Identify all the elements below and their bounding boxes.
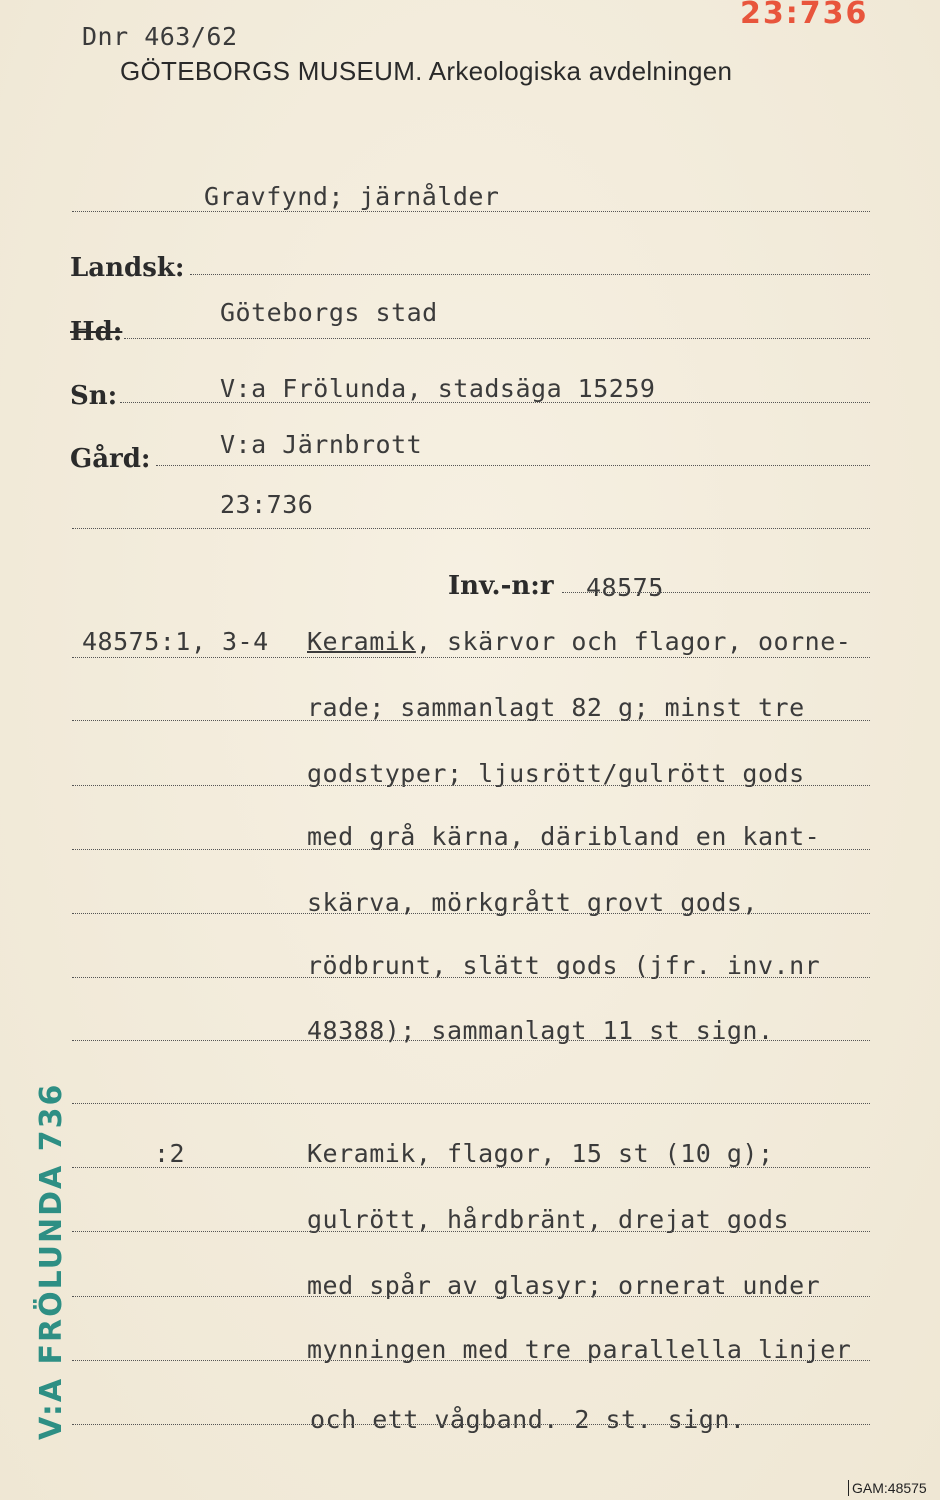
entry-line: godstyper; ljusrött/gulrött gods xyxy=(307,759,805,788)
entry-line: mynningen med tre parallella linjer xyxy=(307,1335,852,1364)
dotted-line xyxy=(120,402,870,403)
museum-title: GÖTEBORGS MUSEUM. Arkeologiska avdelningen xyxy=(120,56,733,86)
entry-line: med grå kärna, däribland en kant- xyxy=(307,822,821,851)
side-location-stamp: V:A FRÖLUNDA 736 xyxy=(34,1082,69,1440)
inventory-value: 48575 xyxy=(586,573,664,602)
dotted-line xyxy=(72,1040,870,1041)
entry-line: skärva, mörkgrått grovt gods, xyxy=(307,888,758,917)
sn-value: V:a Frölunda, stadsäga 15259 xyxy=(220,374,656,403)
dotted-line xyxy=(124,338,870,339)
gard-label: Gård: xyxy=(70,444,151,474)
entry-line: rade; sammanlagt 82 g; minst tre xyxy=(307,693,805,722)
entry-line: gulrött, hårdbränt, drejat gods xyxy=(307,1205,790,1234)
site-number: 23:736 xyxy=(220,490,314,519)
entry-line-text: , skärvor och flagor, oorne- xyxy=(415,627,852,656)
dnr-number: Dnr 463/62 xyxy=(82,22,238,51)
sn-label: Sn: xyxy=(70,381,118,411)
dotted-line xyxy=(72,785,870,786)
red-number-stamp: 23:736 xyxy=(740,0,869,31)
hd-label: Hd: xyxy=(70,317,123,347)
entry-ref: 48575:1, 3-4 xyxy=(82,627,269,656)
dotted-line xyxy=(72,1360,870,1361)
dotted-line xyxy=(562,592,870,593)
dotted-line xyxy=(72,720,870,721)
inventory-label: Inv.-n:r xyxy=(448,571,554,601)
entry-line: 48388); sammanlagt 11 st sign. xyxy=(307,1016,774,1045)
dotted-line xyxy=(72,1103,870,1104)
dotted-line xyxy=(72,977,870,978)
dotted-line xyxy=(72,657,870,658)
entry-ref: :2 xyxy=(154,1139,186,1168)
dotted-line xyxy=(72,849,870,850)
find-category: Gravfynd; järnålder xyxy=(204,182,500,211)
dotted-line xyxy=(190,274,870,275)
entry-line: och ett vågband. 2 st. sign. xyxy=(310,1405,746,1434)
dotted-line xyxy=(156,465,870,466)
dotted-line xyxy=(72,1424,870,1425)
entry-line: med spår av glasyr; ornerat under xyxy=(307,1271,821,1300)
dotted-line xyxy=(72,1231,870,1232)
dotted-line xyxy=(72,528,870,529)
dotted-line xyxy=(72,211,870,212)
entry-line xyxy=(307,627,851,656)
entry-line: rödbrunt, slätt gods (jfr. inv.nr xyxy=(307,951,821,980)
entry-line: Keramik, flagor, 15 st (10 g); xyxy=(307,1139,774,1168)
dotted-line xyxy=(72,1296,870,1297)
archive-tag: GAM:48575 xyxy=(848,1480,927,1496)
hd-value: Göteborgs stad xyxy=(220,298,438,327)
dotted-line xyxy=(72,913,870,914)
landsk-label: Landsk: xyxy=(70,253,185,283)
dotted-line xyxy=(72,1167,870,1168)
entry-heading: Keramik xyxy=(307,627,416,656)
gard-value: V:a Järnbrott xyxy=(220,430,423,459)
